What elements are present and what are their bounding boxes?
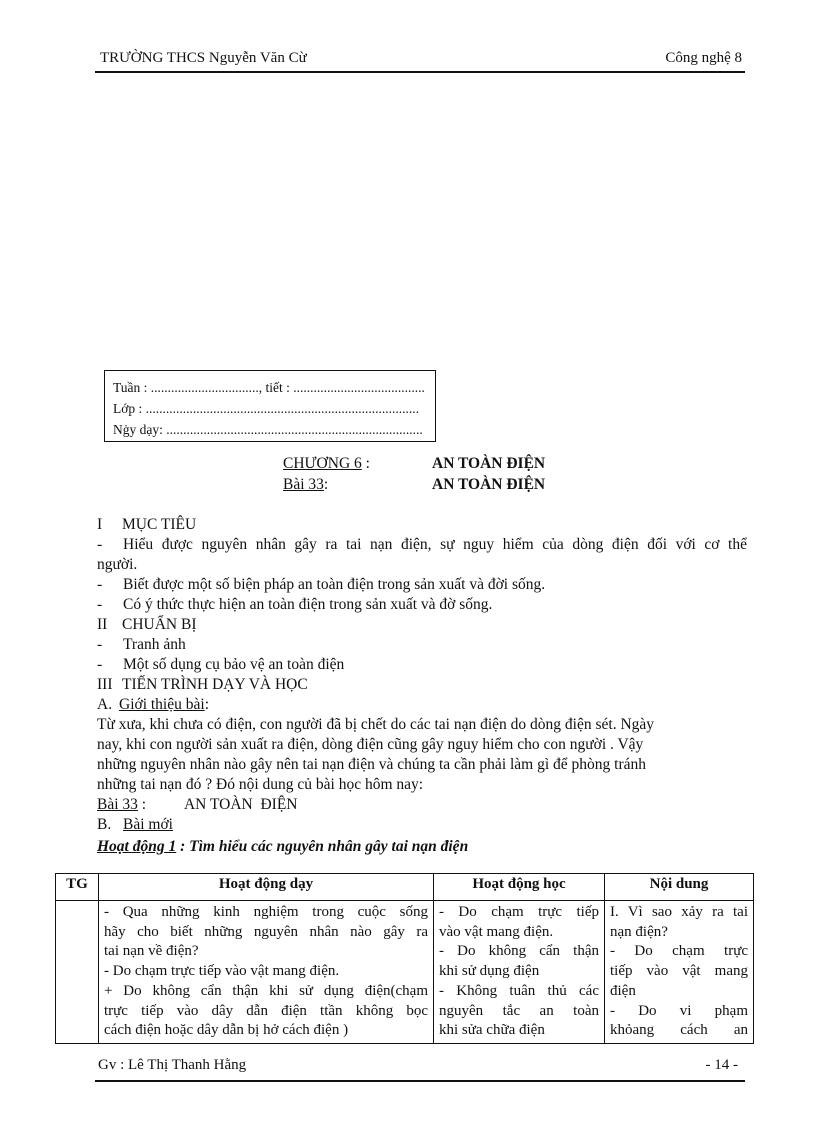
footer-teacher: Gv : Lê Thị Thanh Hằng bbox=[98, 1057, 247, 1073]
objective-item-1-cont: người. bbox=[97, 556, 138, 573]
teaching-date-line: Nġy dạy: ............................................................................ bbox=[113, 422, 423, 437]
intro-line-1: Từ xưa, khi chưa có điện, con người đã bị chết do các tai nạn điện do dòng điện sét. Ngày bbox=[97, 716, 655, 733]
lesson-label bbox=[283, 476, 328, 494]
lesson-body bbox=[97, 515, 747, 857]
intro-line-2: nay, khi con người sản xuất ra điện, dòng điện cũng gây nguy hiểm cho con người . Vậy bbox=[97, 736, 644, 753]
cell-learning: - Do chạm trực tiếp vào vật mang điện. - Do không cẩn thận khi sử dụng điện - Không tuân thủ các nguyên tắc an toàn khi sửa chữa điện bbox=[434, 901, 605, 1044]
col-header-content: Nội dung bbox=[605, 874, 754, 901]
lesson-plan-table bbox=[55, 873, 754, 1044]
header-rule bbox=[95, 71, 745, 73]
preparation-item-2: - Một số dụng cụ bảo vệ an toàn điện bbox=[97, 656, 345, 673]
activity-1-heading: Hoạt động 1 : Tìm hiểu các nguyên nhân gây tai nạn điện bbox=[97, 838, 469, 855]
week-period-line: Tuần : ................................, tiết : ....................................... bbox=[113, 380, 425, 395]
footer-rule bbox=[95, 1080, 745, 1082]
chapter-sep: : bbox=[361, 455, 370, 472]
col-header-time: TG bbox=[56, 874, 99, 901]
preparation-heading: II CHUẨN BỊ bbox=[97, 616, 197, 633]
footer-page-number: - 14 - bbox=[705, 1057, 738, 1073]
chapter-title: AN TOÀN ĐIỆN bbox=[432, 455, 546, 472]
table-header-row bbox=[56, 874, 754, 901]
intro-line-3: những nguyên nhân nào gây nên tai nạn điện và chúng ta cần phải làm gì để phòng tránh bbox=[97, 756, 647, 773]
lesson-label-text: Bài 33 bbox=[283, 476, 324, 493]
objective-item-3: - Có ý thức thực hiện an toàn điện trong sản xuất và đờ sống. bbox=[97, 596, 493, 613]
cell-time bbox=[56, 901, 99, 1044]
lesson-title: AN TOÀN ĐIỆN bbox=[432, 476, 546, 493]
header-school: TRƯỜNG THCS Nguyễn Văn Cừ bbox=[100, 50, 307, 66]
col-header-teaching: Hoạt động dạy bbox=[99, 874, 434, 901]
intro-line-4: những tai nạn đó ? Đó nội dung củ bài học hôm nay: bbox=[97, 776, 424, 793]
chapter-label-text: CHƯƠNG 6 bbox=[283, 455, 362, 472]
header-subject: Công nghệ 8 bbox=[665, 50, 742, 66]
col-header-learning: Hoạt động học bbox=[434, 874, 605, 901]
new-lesson-heading: B. Bài mới bbox=[97, 816, 173, 833]
intro-heading: A. Giới thiệu bài: bbox=[97, 696, 209, 713]
cell-teaching: - Qua những kinh nghiệm trong cuộc sống hãy cho biết những nguyên nhân nào gây ra tai nạn về điện? - Do chạm trực tiếp vào vật mang điện. + Do không cẩn thận khi sử dụng điện(chạm trực tiếp vào dây dẫn điện ttần không bọc cách điện hoặc dây dẫn bị hở cách điện ) bbox=[99, 901, 434, 1044]
objective-item-2: - Biết được một số biện pháp an toàn điện trong sản xuất và đời sống. bbox=[97, 576, 546, 593]
lesson-info-box bbox=[104, 370, 436, 442]
chapter-label bbox=[283, 455, 370, 473]
objective-item-1: - Hiểu được nguyên nhân gây ra tai nạn điện, sự nguy hiểm của dòng điện đối với cơ thể bbox=[97, 536, 747, 553]
preparation-item-1: - Tranh ảnh bbox=[97, 636, 186, 653]
lesson-repeat: Bài 33 : AN TOÀN ĐIỆN bbox=[97, 796, 298, 813]
cell-content: I. Vì sao xảy ra tai nạn điện? - Do chạm trực tiếp vào vật mang điện - Do vi phạm khỏang cách an bbox=[605, 901, 754, 1044]
objectives-heading: I MỤC TIÊU bbox=[97, 516, 197, 533]
process-heading: III TIẾN TRÌNH DẠY VÀ HỌC bbox=[97, 676, 308, 693]
lesson-sep: : bbox=[323, 476, 329, 493]
table-row bbox=[56, 901, 754, 1044]
class-line: Lớp : ................................................................................. bbox=[113, 401, 420, 416]
